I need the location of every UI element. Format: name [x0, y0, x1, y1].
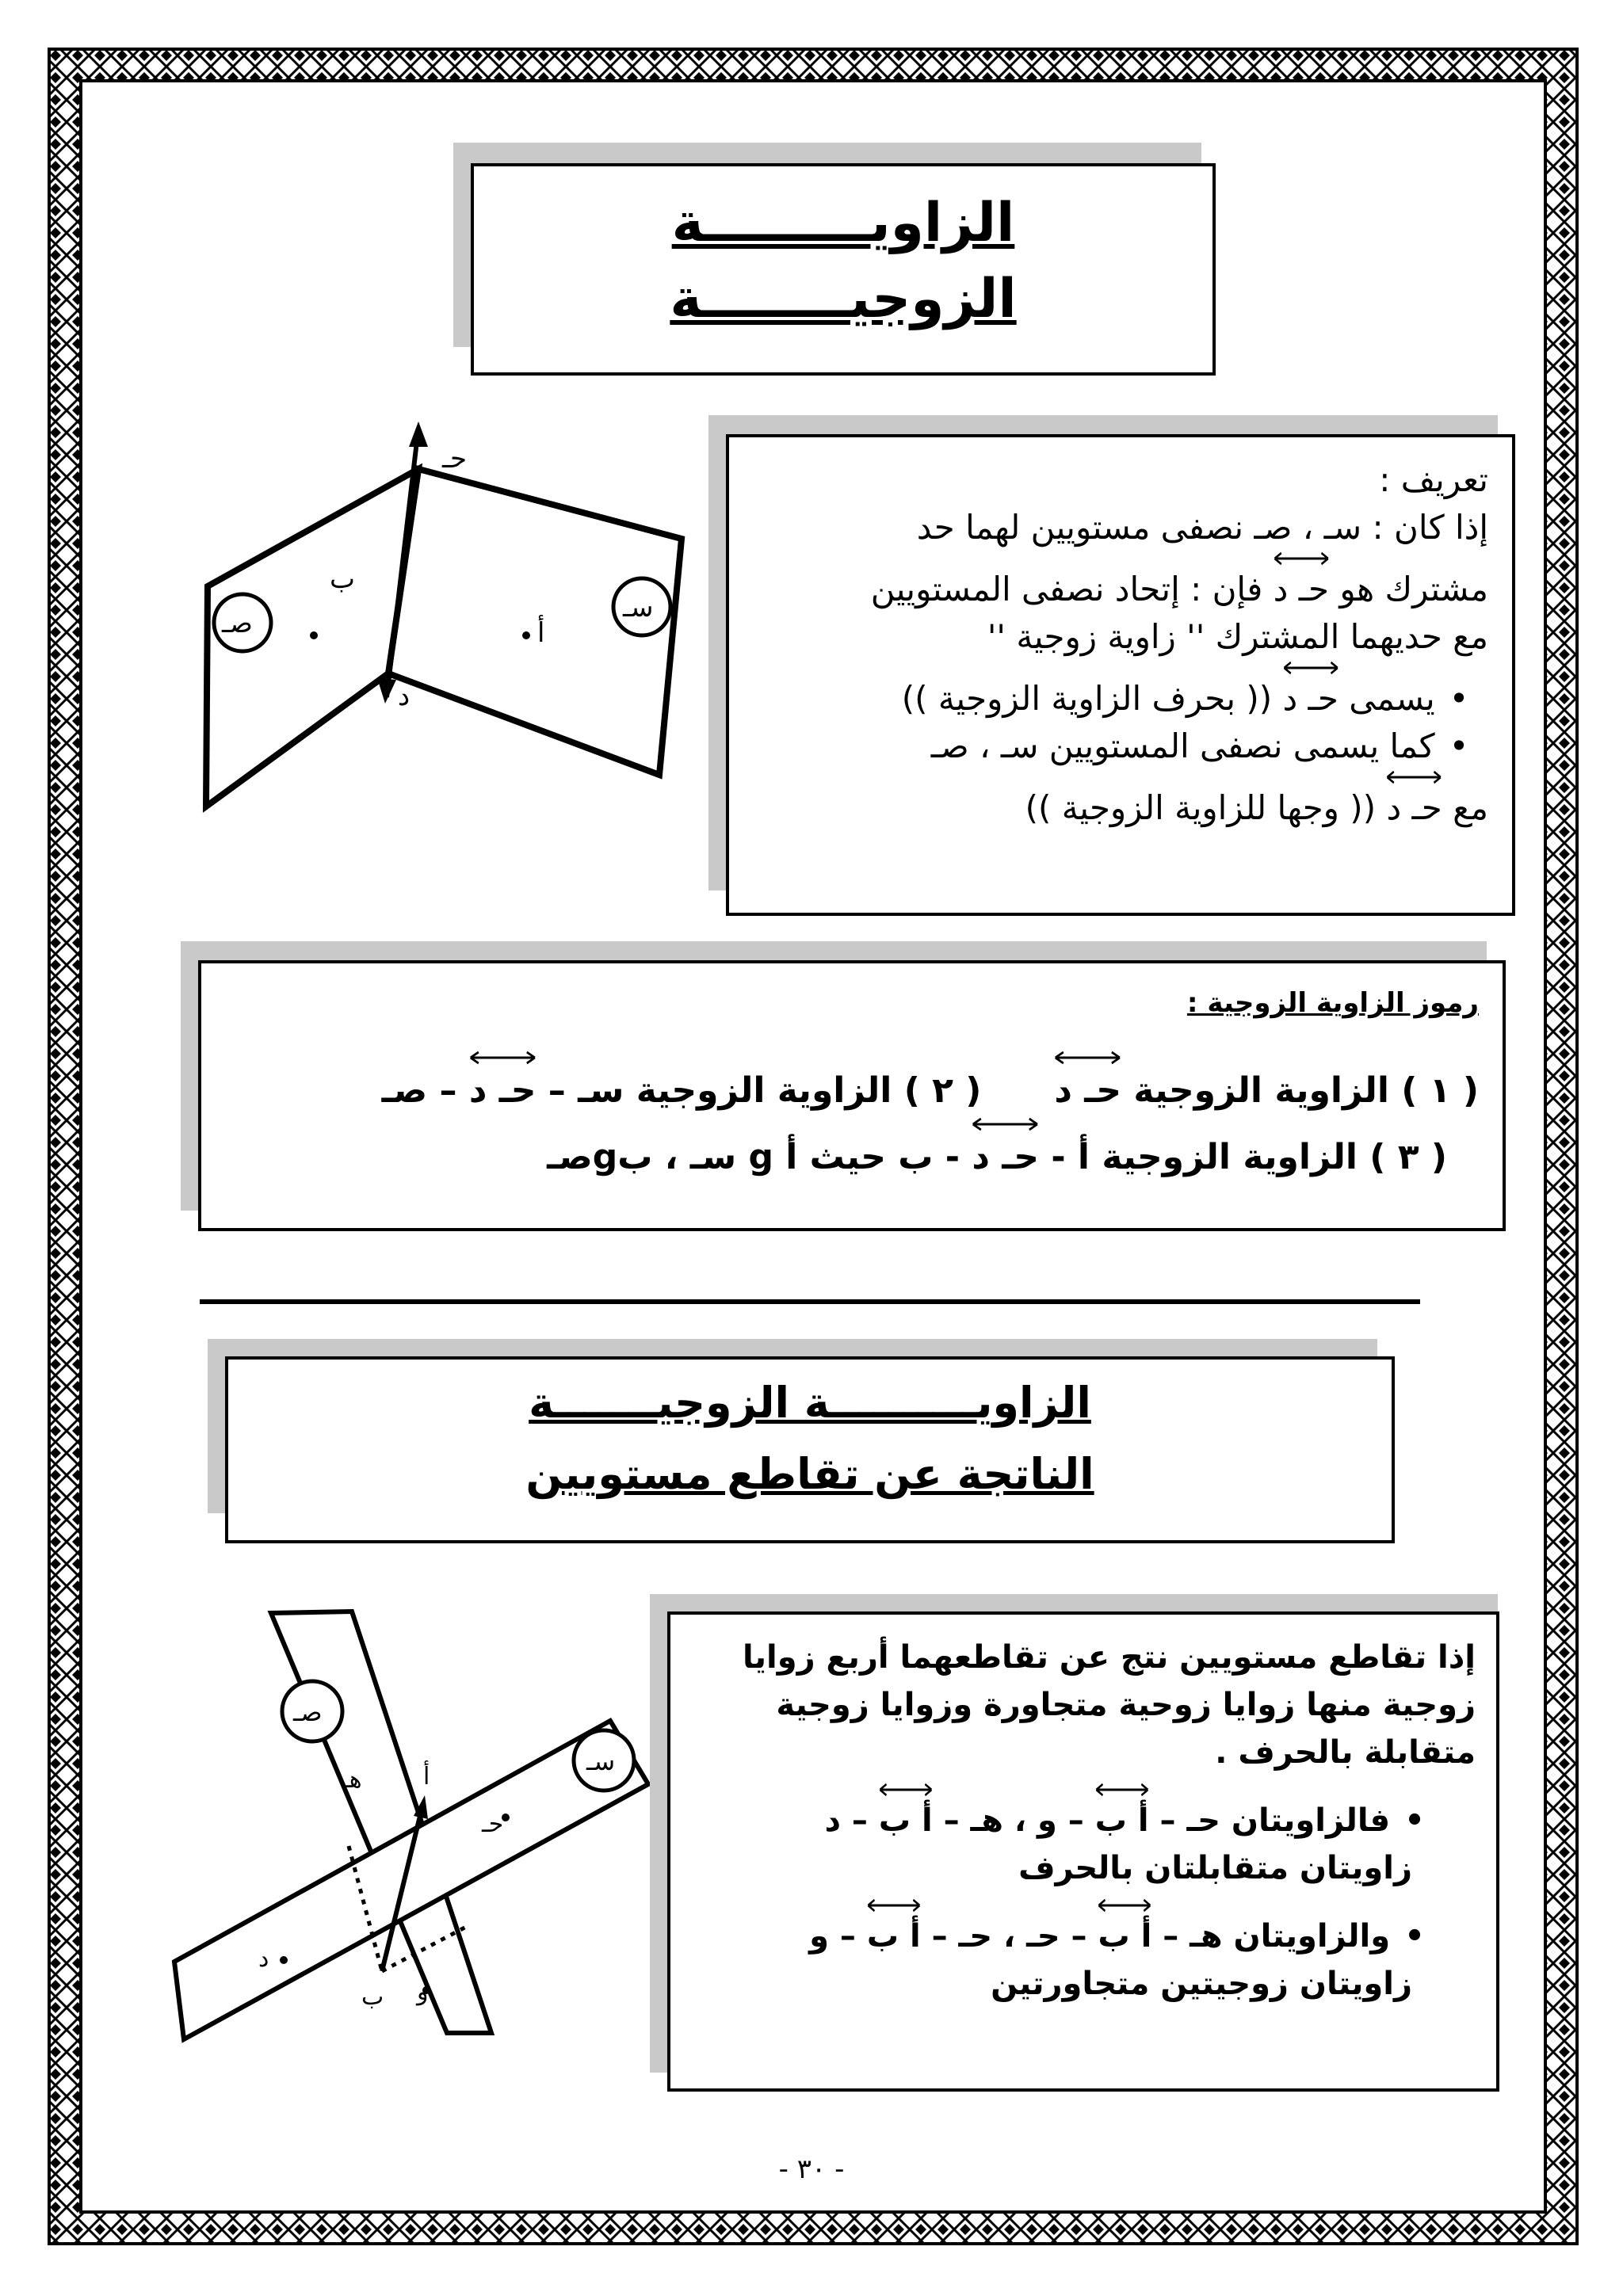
definition-bullet1-post: (( بحرف الزاوية الزوجية )): [901, 679, 1273, 718]
label-d: د: [258, 1945, 269, 1973]
section1-title-box: [471, 163, 1216, 376]
point-d-dot: [280, 1956, 288, 1964]
edge-symbol-label: حـ د: [468, 1070, 537, 1111]
label-b: ب: [330, 563, 356, 595]
bullet-dot: •: [1449, 727, 1469, 765]
edge-arrow-bottom: [377, 678, 396, 704]
definition-line2-post: فإن : إتحاد نصفى المستويين: [870, 570, 1263, 608]
edge-symbol-label: أ ب: [866, 1918, 921, 1955]
symbols-row2: [225, 1117, 1479, 1184]
label-p: صـ: [222, 608, 253, 639]
symbols-item3-post: - ب حيث أ g سـ ، بgصـ: [547, 1137, 960, 1177]
intersection-bullet1-b: – و ، هـ –: [943, 1802, 1084, 1839]
edge-symbol: [1098, 1898, 1151, 1960]
edge-symbol: [879, 1783, 933, 1844]
symbols-item2-text: الزاوية الزوجية سـ –: [548, 1070, 892, 1111]
edge-symbol-label: حـ د: [1386, 788, 1442, 827]
section2-title-line1: الزاويــــــــــة الزوجيـــــــة: [529, 1378, 1091, 1428]
edge-symbol-label: حـ د: [1282, 679, 1338, 718]
intersection-bullet2-b: – حـ ، حـ –: [931, 1918, 1087, 1955]
page-number: - ٣٠ -: [778, 2153, 845, 2185]
section1-title-line1: الزاويـــــــــة: [671, 192, 1015, 254]
definition-last-pre: مع: [1453, 788, 1488, 827]
symbols-item2-post: – صـ: [381, 1070, 457, 1111]
point-a-dot: [522, 631, 530, 639]
label-s: سـ: [586, 1746, 616, 1776]
dihedral-angle-figure: [174, 412, 713, 824]
definition-bullet2: [753, 723, 1488, 770]
edge-arrow-top: [409, 421, 428, 447]
edge-symbol: [972, 1117, 1039, 1184]
definition-line2: [753, 551, 1488, 613]
intersection-bullet1-a: فالزاويتان حـ –: [1159, 1802, 1391, 1839]
definition-bullet2-text: كما يسمى نصفى المستويين سـ ، صـ: [930, 727, 1435, 765]
edge-symbol: [867, 1898, 921, 1960]
definition-box: [726, 434, 1515, 916]
edge-symbol-label: أ ب: [878, 1802, 933, 1839]
intersection-bullet1-line2: زاويتان متقابلتان بالحرف: [1018, 1850, 1412, 1886]
bullet-dot: •: [1404, 1802, 1425, 1839]
edge-symbol-label: حـ د: [972, 1137, 1040, 1177]
symbols-item1-text: الزاوية الزوجية: [1133, 1070, 1389, 1111]
intersection-bullet2-line2: زاويتان زوجيتين متجاورتين: [991, 1966, 1412, 2002]
intersection-bullet2-a: والزاويتان هـ –: [1163, 1918, 1391, 1955]
label-w: و: [417, 1978, 429, 2006]
edge-symbol-label: أ ب: [1094, 1802, 1149, 1839]
section2-title-box: [225, 1356, 1395, 1543]
label-a: أ: [537, 617, 545, 649]
edge-symbol: [469, 1051, 537, 1117]
edge-symbol-label: أ ب: [1098, 1918, 1152, 1955]
definition-bullet1-pre: يسمى: [1349, 679, 1435, 718]
label-h: هـ: [342, 1766, 362, 1794]
section-divider: [200, 1299, 1420, 1304]
intersecting-planes-figure: [158, 1600, 666, 2052]
intersection-bullet2: [691, 1898, 1476, 1960]
label-p: صـ: [293, 1697, 323, 1727]
label-h: حـ: [442, 443, 467, 475]
label-s: سـ: [623, 592, 654, 624]
intersection-line3: متقابلة بالحرف .: [1215, 1734, 1476, 1771]
section1-title-line2: الزوجيــــــــة: [670, 268, 1017, 330]
intersection-bullet2-c: – و: [809, 1918, 856, 1955]
edge-symbol-label: حـ د: [1273, 570, 1329, 608]
section2-title-line2: الناتجة عن تقاطع مستويين: [525, 1449, 1094, 1499]
definition-last-post: (( وجها للزاوية الزوجية )): [1025, 788, 1377, 827]
definition-line-last: [753, 770, 1488, 832]
symbols-heading: رموز الزاوية الزوجية :: [1186, 987, 1479, 1019]
label-d: د: [398, 681, 411, 712]
definition-line1: إذا كان : سـ ، صـ نصفى مستويين لهما حد: [916, 508, 1488, 547]
label-c: حـ: [482, 1810, 504, 1838]
bullet-dot: •: [1449, 679, 1469, 718]
intersection-bullet1-c: – د: [824, 1802, 868, 1839]
symbols-row1: [225, 1051, 1479, 1117]
bullet-dot: •: [1404, 1918, 1425, 1955]
symbols-box: [198, 960, 1506, 1231]
edge-symbol: [1054, 1051, 1121, 1117]
definition-bullet1: [753, 661, 1488, 723]
definition-line3: مع حديهما المشترك '' زاوية زوجية '': [987, 617, 1488, 656]
edge-symbol: [1283, 661, 1338, 723]
label-a: أ: [423, 1763, 430, 1791]
symbols-item3-num: ( ٣ ): [1369, 1137, 1447, 1177]
edge-symbol: [1095, 1783, 1149, 1844]
symbols-item3-text: الزاوية الزوجية أ -: [1051, 1137, 1358, 1177]
intersection-line1: إذا تقاطع مستويين نتج عن تقاطعهما أربع زوايا: [742, 1639, 1476, 1676]
intersection-bullet1: [691, 1783, 1476, 1844]
label-b: ب: [361, 1983, 384, 2011]
edge-symbol: [1386, 770, 1442, 832]
definition-heading: تعريف :: [1379, 460, 1488, 499]
point-b-dot: [310, 631, 318, 639]
edge-symbol-label: حـ د: [1054, 1070, 1121, 1111]
symbols-item2-num: ( ٢ ): [903, 1070, 982, 1111]
definition-line2-pre: مشترك هو: [1339, 570, 1488, 608]
intersection-line2: زوجية منها زوايا زوحية متجاورة وزوايا زوجية: [776, 1687, 1476, 1723]
edge-symbol: [1274, 551, 1329, 613]
intersection-box: [667, 1611, 1499, 2092]
symbols-item1-num: ( ١ ): [1401, 1070, 1479, 1111]
